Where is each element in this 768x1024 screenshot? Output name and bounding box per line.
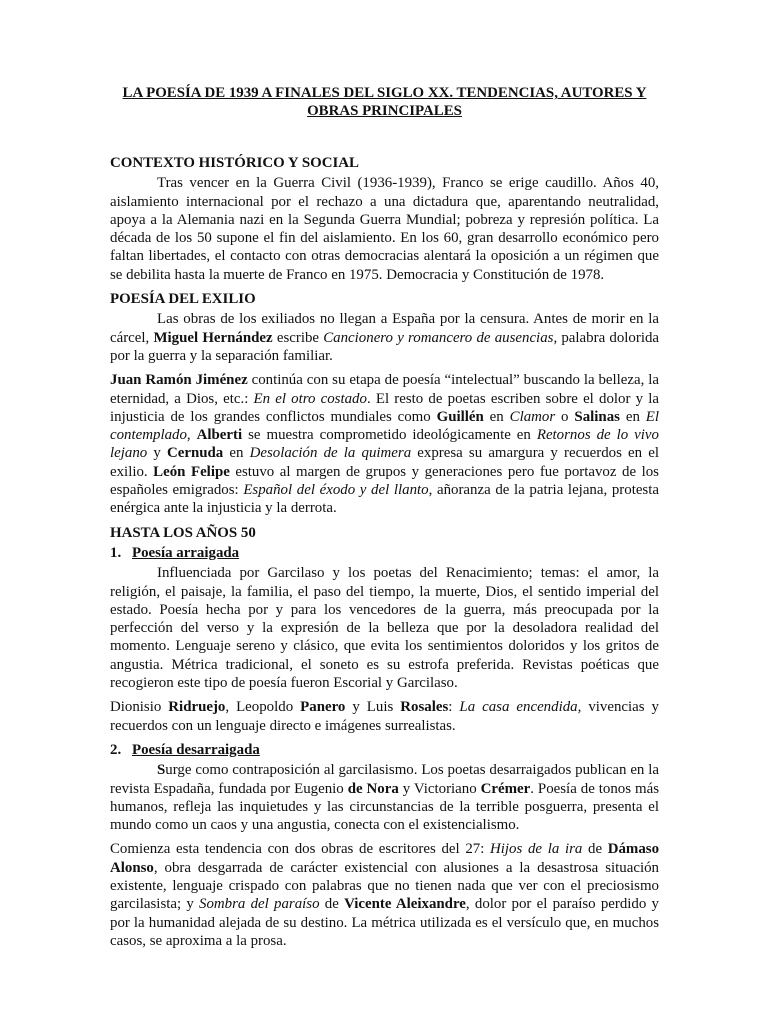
text-run: , obra desgarrada de carácter existencial con alusiones a la desastrosa situación existente, lenguaje crispado con palabras que no tienen nada que ver con el preciosismo garcilasista; y bbox=[110, 859, 659, 913]
text-run: se muestra comprometido ideológicamente en bbox=[242, 427, 537, 444]
text-run: : bbox=[448, 699, 460, 716]
author-name: de Nora bbox=[347, 780, 399, 797]
text-run: en bbox=[619, 408, 646, 425]
work-title: Sombra del paraíso bbox=[199, 896, 320, 913]
work-title: Retornos de lo vivo lejano bbox=[110, 427, 659, 462]
author-name: León Felipe bbox=[153, 463, 230, 480]
paragraph-exilio-1 bbox=[110, 310, 659, 365]
work-title: El contemplado bbox=[110, 408, 660, 444]
work-title: Clamor bbox=[509, 408, 556, 425]
text-run: Tras vencer en la Guerra Civil (1936-1939), Franco se erige caudillo. Años 40, aislamiento internacional por el rechazo a una dictadura que, aparentando neutralidad, apoya a la Alemania nazi en la Segunda Guerra Mundial; pobreza y represión política. La década de los 50 supone el fin del aislamiento. En los 60, gran desarrollo económico pero faltan libertades, el contacto con otras democracias alentará la oposición a un régimen que se debilita hasta la muerte de Franco en 1975. Democracia y Constitución de 1978. bbox=[110, 175, 659, 283]
text-run: , añoranza de la patria lejana, protesta enérgica ante la injusticia y la derrota. bbox=[110, 482, 659, 517]
text-run: en bbox=[223, 445, 250, 462]
text-run: y bbox=[147, 445, 167, 462]
text-run: vivencias y recuerdos con un lenguaje directo e imágenes surrealistas. bbox=[110, 699, 659, 734]
text-run: escribe bbox=[272, 329, 324, 346]
section-heading-exilio: POESÍA DEL EXILIO bbox=[110, 291, 256, 308]
section-heading-contexto: CONTEXTO HISTÓRICO Y SOCIAL bbox=[110, 155, 359, 171]
subsection-number: 2. bbox=[110, 741, 122, 758]
text-run: Las obras de los exiliados no llegan a España por la censura. Antes de morir en la cárcel, bbox=[110, 311, 659, 346]
work-title: Español del éxodo y del llanto bbox=[243, 482, 429, 499]
text-run: estuvo al margen de grupos y generaciones pero fue portavoz de los españoles emigrados: bbox=[110, 463, 659, 499]
text-run: , Leopoldo bbox=[225, 699, 301, 716]
paragraph-exilio-2 bbox=[110, 371, 659, 517]
author-name: Salinas bbox=[574, 408, 620, 425]
text-run: y Victoriano bbox=[398, 780, 481, 797]
text-run: , dolor por el paraíso perdido y por la humanidad alejada de su destino. La métrica utilizada es el versículo que, en muchos casos, se aproxima a la prosa. bbox=[110, 896, 659, 949]
author-name: Panero bbox=[300, 699, 346, 716]
subsection-heading-desarraigada bbox=[110, 741, 659, 759]
subsection-number: 1. bbox=[110, 544, 122, 561]
subsection-title: Poesía arraigada bbox=[132, 544, 240, 561]
text-run: Dionisio bbox=[110, 699, 169, 716]
author-name: Ridruejo bbox=[168, 699, 226, 716]
text-run: urge como contraposición al garcilasismo. Los poetas desarraigados publican en la revista Espadaña, fundada por Eugenio bbox=[110, 762, 659, 797]
subsection-title: Poesía desarraigada bbox=[132, 741, 260, 758]
text-run: . El resto de poetas escriben sobre el dolor y la injusticia de los grandes conflictos mundiales como bbox=[110, 390, 659, 425]
work-title: Desolación de la quimera bbox=[249, 445, 412, 462]
text-run: continúa con su etapa de poesía “intelectual” buscando la belleza, la eternidad, a Dios, etc.: bbox=[110, 372, 659, 407]
paragraph-arraigada-2 bbox=[110, 698, 659, 735]
author-name: Rosales bbox=[400, 699, 449, 716]
document-title: LA POESÍA DE 1939 A FINALES DEL SIGLO XX. TENDENCIAS, AUTORES Y OBRAS PRINCIPALES bbox=[122, 85, 647, 119]
text-run: de bbox=[582, 841, 608, 858]
author-name: Alberti bbox=[196, 427, 243, 444]
work-title: La casa encendida, bbox=[459, 699, 582, 716]
text-run: . Poesía de tonos más humanos, refleja las inquietudes y las circunstancias de la terrible posguerra, presenta el mundo como un caos y una angustia, conecta con el existencialismo. bbox=[110, 780, 659, 834]
text-run: de bbox=[319, 896, 345, 913]
author-name: Vicente Aleixandre bbox=[344, 896, 466, 913]
work-title: Cancionero y romancero de ausencias bbox=[323, 329, 554, 346]
work-title: Hijos de la ira bbox=[490, 841, 583, 858]
text-run: en bbox=[483, 408, 510, 425]
author-name: Miguel Hernández bbox=[153, 329, 273, 346]
subsection-heading-arraigada bbox=[110, 544, 659, 562]
paragraph-contexto bbox=[110, 174, 659, 284]
document-page bbox=[110, 84, 659, 956]
work-title: En el otro costado bbox=[253, 390, 367, 407]
author-name: Crémer bbox=[480, 780, 531, 797]
text-run: , bbox=[186, 427, 197, 444]
initial-letter: S bbox=[157, 762, 166, 779]
text-run: Comienza esta tendencia con dos obras de escritores del 27: bbox=[110, 841, 491, 858]
paragraph-desarraigada-2 bbox=[110, 840, 659, 950]
author-name: Guillén bbox=[436, 408, 484, 425]
text-run: o bbox=[555, 408, 575, 425]
author-name: Juan Ramón Jiménez bbox=[110, 372, 248, 389]
text-run: Influenciada por Garcilaso y los poetas del Renacimiento; temas: el amor, la religión, el paisaje, la familia, el paso del tiempo, la muerte, Dios, el sentido imperial del estado. Poesía hecha por y para los vencedores de la guerra, más preocupada por la perfección del verso y la expresión de la belleza que por la desoladora realidad del momento. Lenguaje sereno y clásico, que evita los sentimientos doloridos y los gritos de angustia. Métrica tradicional, el soneto es su estrofa preferida. Revistas poéticas que recogieron este tipo de poesía fueron Escorial y Garcilaso. bbox=[110, 565, 659, 692]
text-run: y Luis bbox=[345, 699, 401, 716]
text-run: expresa su amargura y recuerdos en el exilio. bbox=[110, 445, 659, 480]
author-name: Dámaso Alonso bbox=[110, 841, 660, 876]
text-run: , palabra dolorida por la guerra y la separación familiar. bbox=[110, 329, 660, 364]
author-name: Cernuda bbox=[166, 445, 224, 462]
section-heading-anos-50: HASTA LOS AÑOS 50 bbox=[110, 524, 256, 541]
paragraph-desarraigada-1 bbox=[110, 761, 659, 834]
paragraph-arraigada-1 bbox=[110, 564, 659, 692]
